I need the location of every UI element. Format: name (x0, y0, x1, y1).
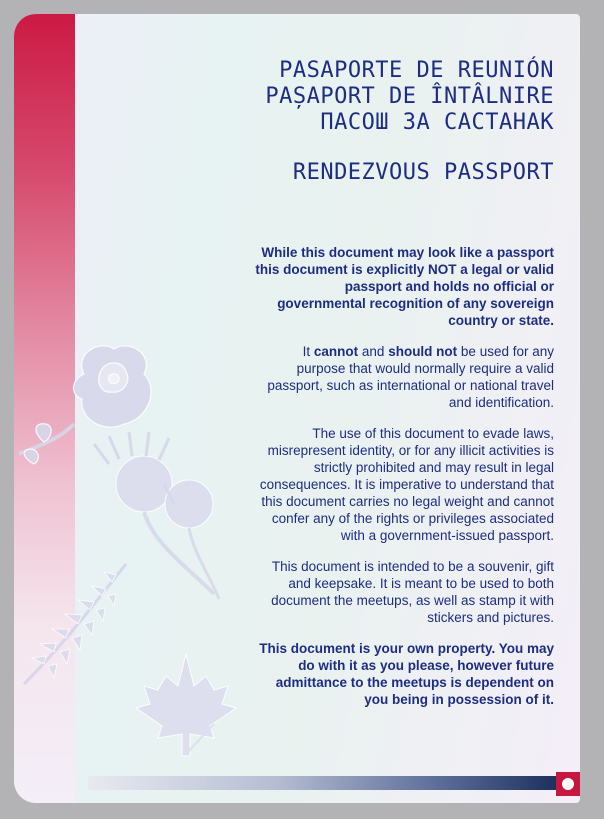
disclaimer-paragraph-3: The use of this document to evade laws, misrepresent identity, or for any illicit activities is strictly prohibited and may result in legal consequences. It is imperative to understand that this document carries no legal weight and cannot confer any of the rights or privileges associated with a government-issued passport. (259, 426, 554, 543)
passport-titles (265, 58, 554, 186)
corner-dot (562, 778, 574, 790)
corner-mark (556, 772, 580, 796)
maple-leaf-icon (136, 654, 236, 756)
title-english: RENDEZVOUS PASSPORT (292, 160, 554, 185)
fern-icon (24, 564, 126, 684)
title-macedonian: ПАСОШ ЗА САСТАНАК (320, 110, 554, 135)
disclaimer-paragraph-4: This document is intended to be a souvenir, gift and keepsake. It is meant to be used to both document the meetups, as well as stamp it with stickers and pictures. (271, 559, 554, 625)
floral-emblems (14, 314, 244, 774)
disclaimer-text (254, 244, 554, 722)
disclaimer-paragraph-2 (254, 343, 554, 411)
p2-should-not: should not (388, 344, 458, 359)
disclaimer-paragraph-1: While this document may look like a passport this document is explicitly NOT a legal or valid passport and holds no official or governmental recognition of any sovereign country or state. (255, 245, 554, 328)
p2-post: be used for any purpose that would normally require a valid passport, such as international or national travel and identification. (267, 344, 554, 410)
p2-and: and (358, 344, 389, 359)
p2-cannot: cannot (313, 344, 359, 359)
title-spanish: PASAPORTE DE REUNIÓN (279, 58, 554, 83)
bottom-gradient-bar (88, 776, 558, 790)
title-romanian: PAȘAPORT DE ÎNTÂLNIRE (265, 84, 554, 109)
passport-page (14, 14, 580, 803)
p2-pre: It (302, 344, 314, 359)
disclaimer-paragraph-5: This document is your own property. You may do with it as you please, however future admittance to the meetups is dependent on you being in possession of it. (259, 641, 554, 707)
